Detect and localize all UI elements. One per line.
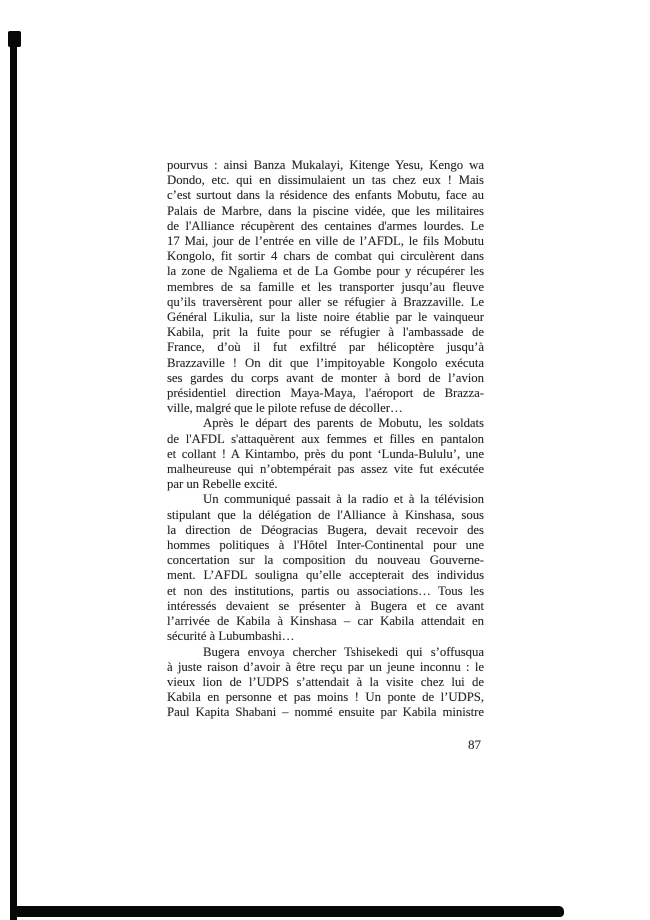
text-line: Kabila en personne et pas moins ! Un ponte de l’UDPS, <box>167 690 484 705</box>
text-line: Kongolo, fit sortir 4 chars de combat qui circulèrent dans <box>167 249 484 264</box>
page-number: 87 <box>468 737 481 752</box>
text-line: hommes politiques à l'Hôtel Inter-Continental pour une <box>167 538 484 553</box>
text-line: sécurité à Lubumbashi… <box>167 629 295 644</box>
text-line: stipulant que la délégation de l'Alliance à Kinshasa, sous <box>167 507 484 522</box>
text-line: membres de sa famille et les transporter jusqu’au fleuve <box>167 279 484 294</box>
text-line: pourvus : ainsi Banza Mukalayi, Kitenge Yesu, Kengo wa <box>167 158 484 172</box>
paragraph <box>167 158 484 416</box>
text-line: ment. L’AFDL souligna qu’elle accepterait des individus <box>167 568 484 583</box>
text-line: Bugera envoya chercher Tshisekedi qui s’offusqua <box>203 644 484 659</box>
text-block <box>167 158 484 721</box>
text-line: vieux lion de l’UDPS s’attendait à la visite chez lui de <box>167 674 484 689</box>
text-line: et non des institutions, partis ou associations… Tous les <box>167 583 484 598</box>
text-line: Un communiqué passait à la radio et à la télévision <box>203 492 484 507</box>
text-line: la direction de Déogracias Bugera, devait recevoir des <box>167 522 484 537</box>
text-line: 17 Mai, jour de l’entrée en ville de l’AFDL, le fils Mobutu <box>167 234 484 249</box>
text-line: concertation sur la composition du nouveau Gouverne- <box>167 553 484 568</box>
paragraph <box>167 492 484 644</box>
text-line: à juste raison d’avoir à être reçu par un jeune inconnu : le <box>167 659 484 674</box>
text-line: qu’ils traversèrent pour aller se réfugier à Brazzaville. Le <box>167 294 484 309</box>
text-line: Dondo, etc. qui en dissimulaient un tas chez eux ! Mais <box>167 173 484 188</box>
text-line: l’arrivée de Kabila à Kinshasa – car Kabila attendait en <box>167 614 484 629</box>
text-line: de l'AFDL s'attaquèrent aux femmes et filles en pantalon <box>167 431 484 446</box>
text-line: ses gardes du corps avant de monter à bord de l’avion <box>167 370 484 385</box>
text-line: Général Likulia, sur la liste noire établie par le vainqueur <box>167 310 484 325</box>
scan-edge-bottom-artifact <box>10 906 564 917</box>
text-line: par un Rebelle excité. <box>167 477 278 492</box>
text-line: malheureuse qui n’obtempérait pas assez vite fut exécutée <box>167 462 484 477</box>
scan-edge-left-artifact <box>10 31 17 920</box>
text-line: présidentiel direction Maya-Maya, l'aéroport de Brazza- <box>167 386 484 401</box>
paragraph <box>167 416 484 492</box>
paragraph <box>167 645 484 721</box>
text-line: c’est surtout dans la résidence des enfants Mobutu, face au <box>167 188 484 203</box>
text-line: Paul Kapita Shabani – nommé ensuite par Kabila ministre <box>167 705 484 720</box>
text-line: Kabila, prit la fuite pour se réfugier à l'ambassade de <box>167 325 484 340</box>
text-line: France, d’où il fut exfiltré par hélicoptère jusqu’à <box>167 340 484 355</box>
text-line: intéressés devaient se présenter à Bugera et ce avant <box>167 598 484 613</box>
text-line: ville, malgré que le pilote refuse de décoller… <box>167 401 403 416</box>
text-line: Après le départ des parents de Mobutu, les soldats <box>203 416 484 431</box>
text-line: et collant ! A Kintambo, près du pont ‘Lunda-Bululu’, une <box>167 446 484 461</box>
text-line: de l'Alliance récupèrent des centaines d'armes lourdes. Le <box>167 218 484 233</box>
text-line: la zone de Ngaliema et de La Gombe pour y récupérer les <box>167 264 484 279</box>
text-line: Brazzaville ! On dit que l’impitoyable Kongolo exécuta <box>167 355 484 370</box>
text-line: Palais de Marbre, dans la piscine vidée, que les militaires <box>167 203 484 218</box>
